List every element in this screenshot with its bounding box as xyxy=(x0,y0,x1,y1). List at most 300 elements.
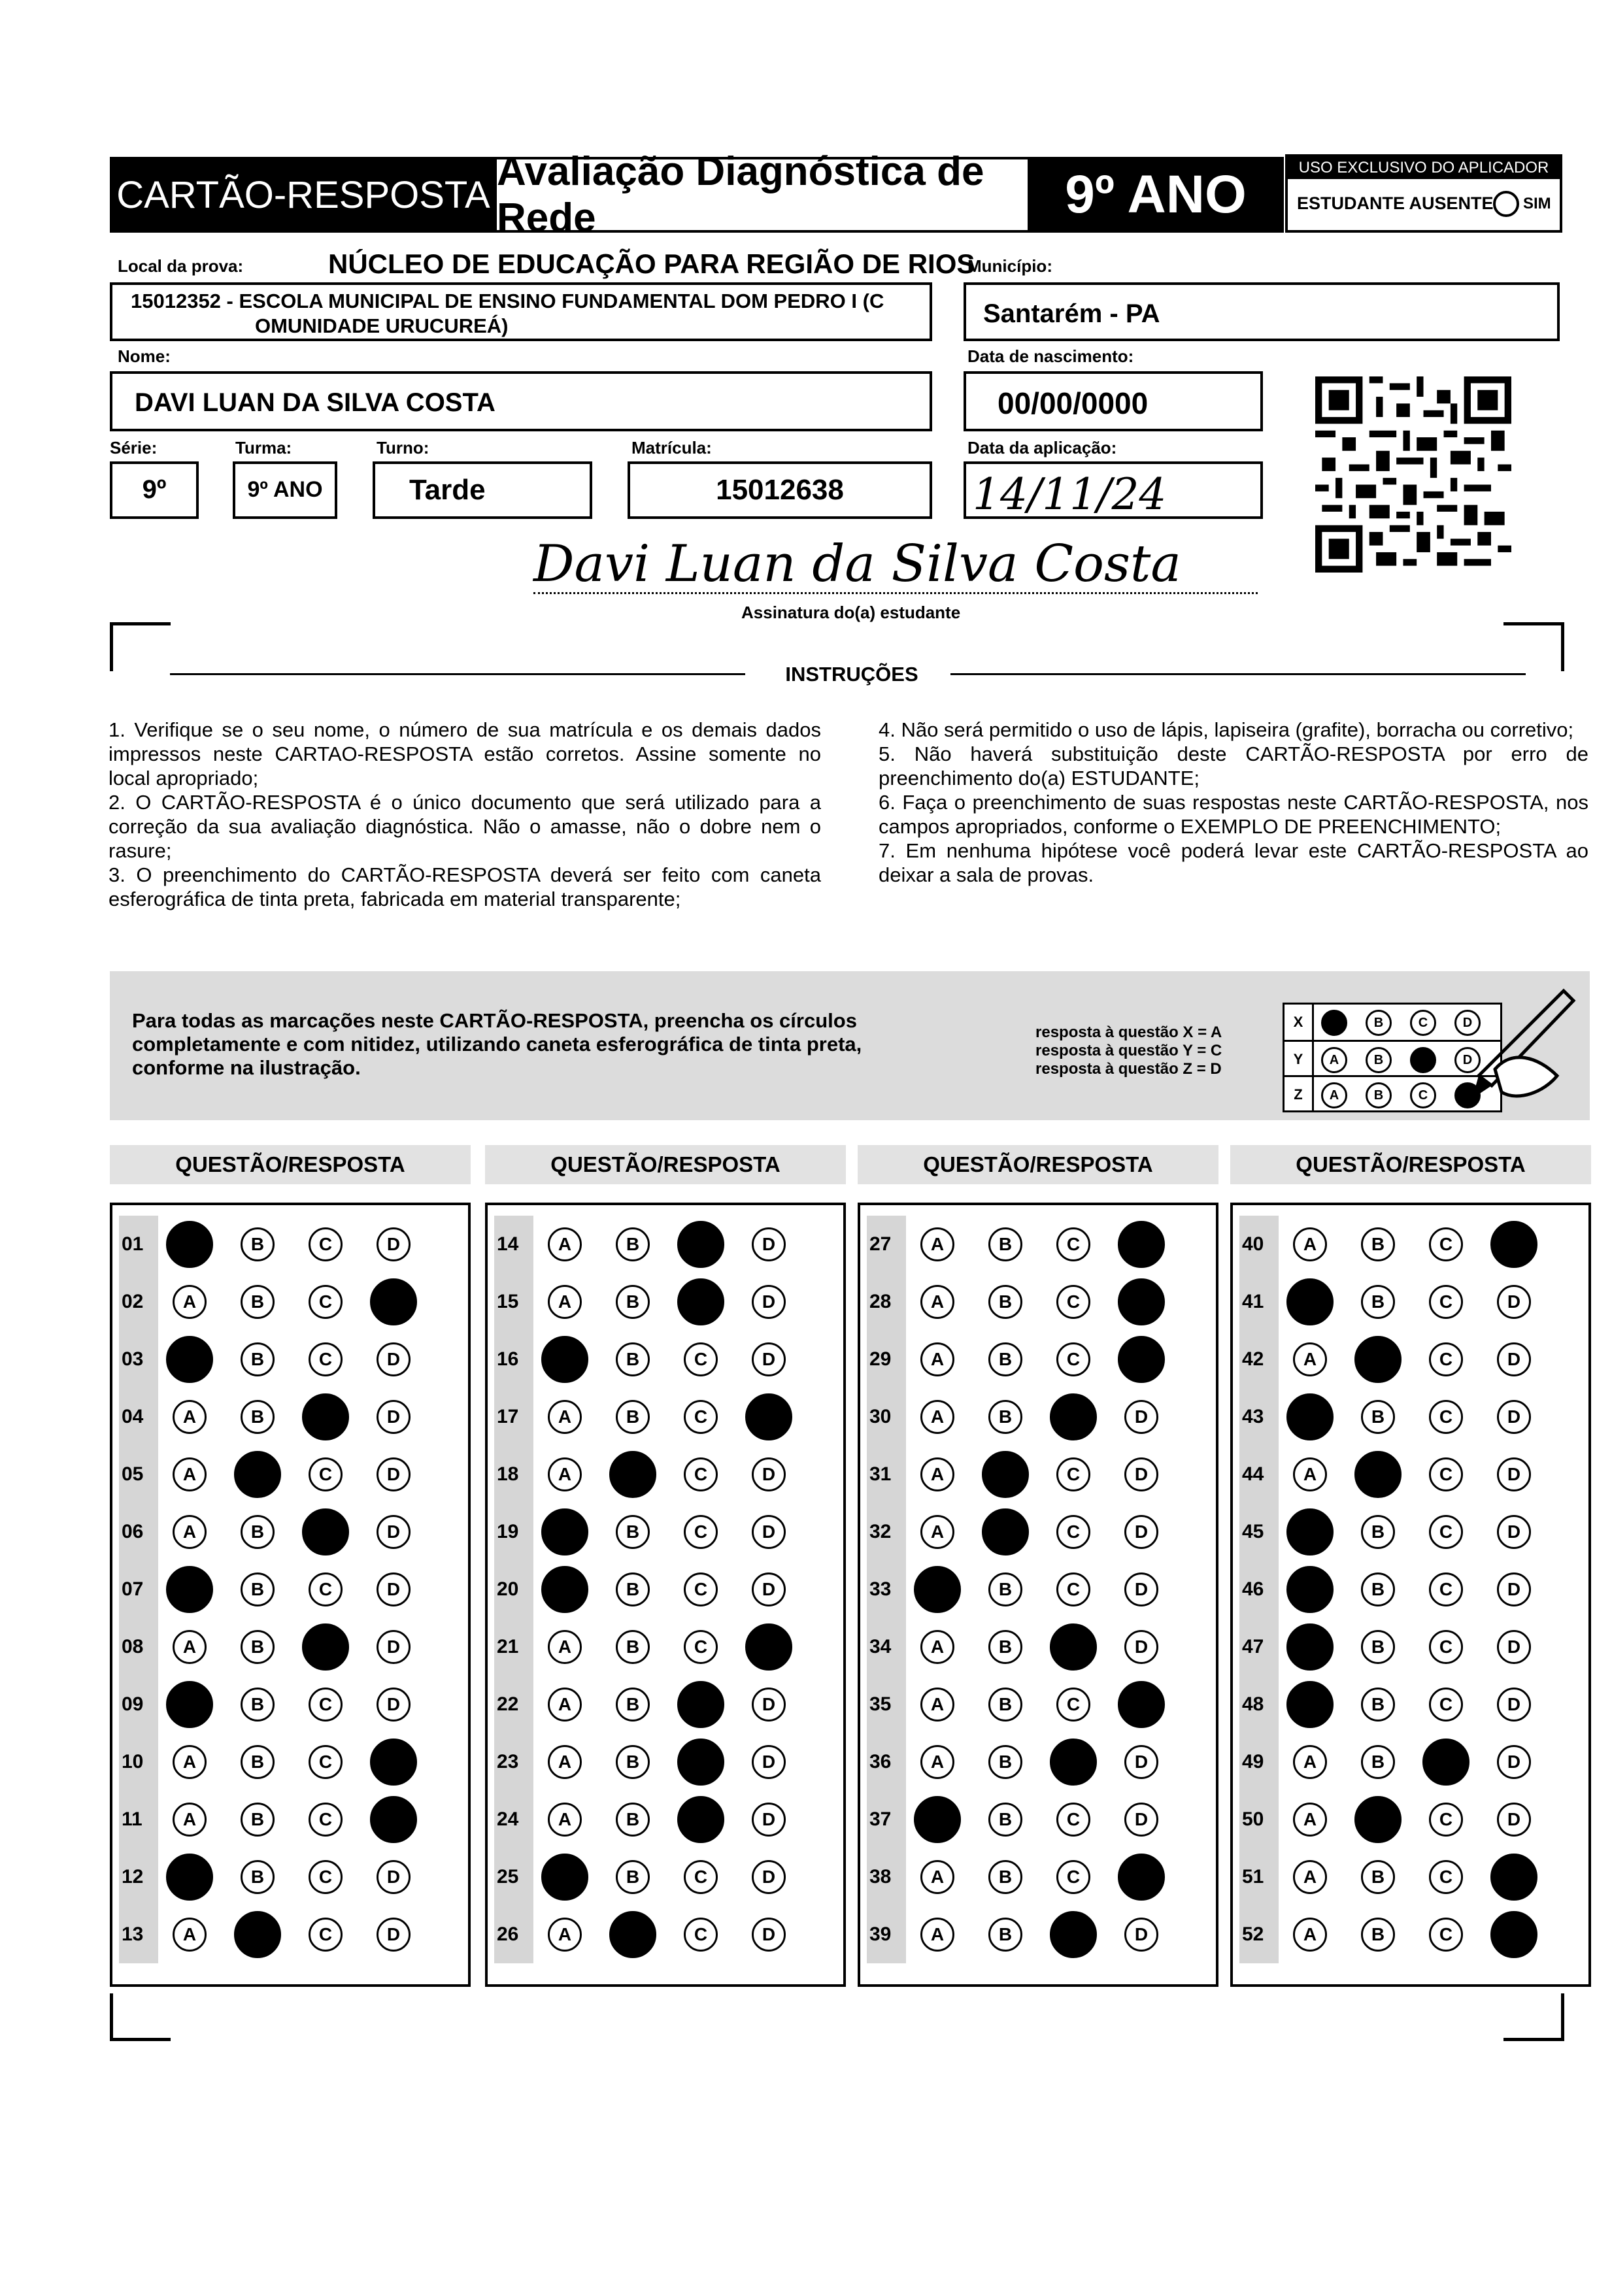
column-header: QUESTÃO/RESPOSTA xyxy=(1230,1145,1591,1184)
answer-bubble-c[interactable] xyxy=(677,1796,724,1843)
answer-bubble-a[interactable]: A xyxy=(1293,1860,1327,1894)
answer-bubble-b[interactable]: B xyxy=(241,1342,275,1376)
answer-bubble-b[interactable] xyxy=(609,1451,656,1498)
signature-line xyxy=(533,592,1258,594)
answer-bubble-b[interactable]: B xyxy=(616,1745,650,1779)
answer-bubble-a[interactable]: A xyxy=(920,1918,954,1952)
answer-bubble-c[interactable] xyxy=(302,1508,349,1556)
answer-bubble-b[interactable]: B xyxy=(616,1803,650,1837)
serie-label: Série: xyxy=(110,438,158,458)
example-banner xyxy=(110,971,1590,1120)
answer-bubble-c[interactable]: C xyxy=(1429,1803,1463,1837)
answer-bubble-d[interactable]: D xyxy=(1497,1572,1531,1606)
corner-bottom-right xyxy=(1503,1993,1564,2041)
question-number: 45 xyxy=(1239,1503,1279,1561)
answer-column xyxy=(1230,1203,1591,1987)
answer-bubble-a[interactable]: A xyxy=(173,1400,207,1434)
column-header: QUESTÃO/RESPOSTA xyxy=(485,1145,846,1184)
answer-bubble-c[interactable]: C xyxy=(1429,1918,1463,1952)
question-number: 40 xyxy=(1239,1216,1279,1273)
answer-bubble-c[interactable]: C xyxy=(684,1515,718,1549)
answer-bubble-c[interactable]: C xyxy=(1429,1400,1463,1434)
answer-bubble-b[interactable] xyxy=(1354,1796,1402,1843)
question-row xyxy=(112,1446,468,1503)
answer-bubble-b[interactable]: B xyxy=(988,1860,1022,1894)
example-option-c: C xyxy=(1410,1010,1436,1036)
question-row xyxy=(488,1791,843,1848)
question-row xyxy=(1233,1388,1588,1446)
answer-bubble-a[interactable] xyxy=(166,1336,213,1383)
answer-bubble-b[interactable] xyxy=(1354,1451,1402,1498)
answer-bubble-a[interactable]: A xyxy=(548,1400,582,1434)
answer-bubble-a[interactable]: A xyxy=(548,1803,582,1837)
answer-bubble-c[interactable]: C xyxy=(1056,1688,1090,1722)
answer-bubble-b[interactable]: B xyxy=(241,1572,275,1606)
answer-bubble-a[interactable]: A xyxy=(920,1745,954,1779)
answer-bubble-b[interactable]: B xyxy=(988,1918,1022,1952)
answer-bubble-a[interactable] xyxy=(1286,1278,1334,1325)
answer-bubble-d[interactable]: D xyxy=(1124,1745,1158,1779)
answer-bubble-c[interactable]: C xyxy=(1429,1688,1463,1722)
answer-bubble-c[interactable]: C xyxy=(1429,1860,1463,1894)
answer-bubble-d[interactable] xyxy=(1118,1854,1165,1901)
answer-bubble-d[interactable]: D xyxy=(752,1227,786,1261)
answer-bubble-b[interactable]: B xyxy=(988,1572,1022,1606)
instruction-item: 3. O preenchimento do CARTÃO-RESPOSTA deverá ser feito com caneta esferográfica de tinta preta, fabricada em material transparente; xyxy=(109,863,821,910)
answer-bubble-b[interactable]: B xyxy=(241,1688,275,1722)
answer-bubble-c[interactable]: C xyxy=(1056,1860,1090,1894)
instruction-item: 6. Faça o preenchimento de suas respostas neste CARTÃO-RESPOSTA, nos campos apropriados, conforme o EXEMPLO DE PREENCHIMENTO; xyxy=(879,791,1588,838)
example-option-b: B xyxy=(1366,1010,1392,1036)
answer-bubble-d[interactable]: D xyxy=(1497,1803,1531,1837)
grade-label: 9º ANO xyxy=(1028,157,1284,233)
answer-bubble-c[interactable]: C xyxy=(1056,1515,1090,1549)
answer-column xyxy=(110,1203,471,1987)
answer-bubble-a[interactable] xyxy=(541,1336,588,1383)
answer-bubble-b[interactable]: B xyxy=(988,1400,1022,1434)
question-row xyxy=(860,1446,1216,1503)
answer-bubble-c[interactable]: C xyxy=(684,1457,718,1491)
answer-bubble-d[interactable]: D xyxy=(1497,1515,1531,1549)
answer-bubble-c[interactable]: C xyxy=(309,1803,343,1837)
answer-bubble-c[interactable]: C xyxy=(1056,1457,1090,1491)
answer-bubble-b[interactable]: B xyxy=(988,1688,1022,1722)
answer-bubble-b[interactable]: B xyxy=(241,1745,275,1779)
question-number: 44 xyxy=(1239,1446,1279,1503)
question-number: 26 xyxy=(494,1906,533,1963)
answer-bubble-a[interactable]: A xyxy=(1293,1918,1327,1952)
example-option-a: A xyxy=(1321,1047,1347,1073)
question-row xyxy=(1233,1331,1588,1388)
answer-bubble-a[interactable]: A xyxy=(173,1918,207,1952)
pen-hand-icon xyxy=(1466,978,1596,1108)
answer-bubble-a[interactable] xyxy=(541,1508,588,1556)
answer-bubble-a[interactable]: A xyxy=(548,1918,582,1952)
answer-bubble-d[interactable]: D xyxy=(377,1457,411,1491)
question-number: 32 xyxy=(867,1503,906,1561)
instruction-item: 1. Verifique se o seu nome, o número de sua matrícula e os demais dados impressos neste CARTAO-RESPOSTA estão corretos. Assine somente no local apropriado; xyxy=(109,718,821,790)
question-row xyxy=(860,1848,1216,1906)
answer-bubble-b[interactable]: B xyxy=(1361,1918,1395,1952)
question-number: 43 xyxy=(1239,1388,1279,1446)
answer-bubble-b[interactable]: B xyxy=(988,1285,1022,1319)
question-number: 25 xyxy=(494,1848,533,1906)
answer-bubble-b[interactable]: B xyxy=(616,1227,650,1261)
answer-bubble-a[interactable] xyxy=(541,1854,588,1901)
answer-bubble-d[interactable] xyxy=(1118,1221,1165,1268)
evaluation-title: Avaliação Diagnóstica de Rede xyxy=(497,157,1028,233)
answer-bubble-c[interactable]: C xyxy=(684,1630,718,1664)
question-row xyxy=(112,1733,468,1791)
answer-bubble-d[interactable] xyxy=(370,1739,417,1786)
question-row xyxy=(488,1676,843,1733)
answer-bubble-d[interactable]: D xyxy=(1124,1630,1158,1664)
answer-bubble-d[interactable] xyxy=(1490,1854,1537,1901)
answer-bubble-b[interactable]: B xyxy=(241,1803,275,1837)
answer-bubble-d[interactable]: D xyxy=(1124,1457,1158,1491)
answer-bubble-b[interactable]: B xyxy=(616,1860,650,1894)
question-number: 22 xyxy=(494,1676,533,1733)
question-number: 39 xyxy=(867,1906,906,1963)
answer-bubble-d[interactable] xyxy=(370,1278,417,1325)
answer-bubble-b[interactable]: B xyxy=(988,1745,1022,1779)
answer-bubble-c[interactable]: C xyxy=(1056,1227,1090,1261)
answer-bubble-b[interactable]: B xyxy=(1361,1400,1395,1434)
answer-bubble-c[interactable]: C xyxy=(309,1745,343,1779)
answer-bubble-a[interactable]: A xyxy=(1293,1227,1327,1261)
answer-bubble-d[interactable]: D xyxy=(1124,1572,1158,1606)
answer-bubble-a[interactable]: A xyxy=(1293,1457,1327,1491)
answer-bubble-a[interactable]: A xyxy=(173,1630,207,1664)
question-number: 08 xyxy=(119,1618,158,1676)
question-number: 10 xyxy=(119,1733,158,1791)
absent-checkbox[interactable] xyxy=(1493,191,1519,217)
answer-bubble-a[interactable]: A xyxy=(920,1630,954,1664)
answer-bubble-a[interactable] xyxy=(166,1681,213,1728)
answer-bubble-c[interactable] xyxy=(677,1221,724,1268)
answer-bubble-c[interactable] xyxy=(677,1278,724,1325)
question-number: 23 xyxy=(494,1733,533,1791)
question-number: 04 xyxy=(119,1388,158,1446)
instruction-item: 5. Não haverá substituição deste CARTÃO-RESPOSTA por erro de preenchimento do(a) ESTUDANTE; xyxy=(879,742,1588,790)
answer-bubble-d[interactable]: D xyxy=(377,1400,411,1434)
answer-bubble-d[interactable]: D xyxy=(377,1860,411,1894)
answer-bubble-a[interactable]: A xyxy=(920,1688,954,1722)
answer-bubble-c[interactable]: C xyxy=(1429,1515,1463,1549)
example-option-b: B xyxy=(1366,1047,1392,1073)
question-row xyxy=(488,1446,843,1503)
card-title: CARTÃO-RESPOSTA xyxy=(110,157,497,233)
answer-bubble-a[interactable]: A xyxy=(920,1342,954,1376)
question-number: 41 xyxy=(1239,1273,1279,1331)
question-number: 24 xyxy=(494,1791,533,1848)
answer-bubble-a[interactable] xyxy=(1286,1623,1334,1671)
answer-bubble-c[interactable] xyxy=(1422,1739,1469,1786)
answer-bubble-c[interactable]: C xyxy=(309,1227,343,1261)
answer-bubble-d[interactable]: D xyxy=(752,1803,786,1837)
answer-bubble-b[interactable]: B xyxy=(616,1630,650,1664)
question-number: 14 xyxy=(494,1216,533,1273)
question-number: 11 xyxy=(119,1791,158,1848)
question-row xyxy=(860,1273,1216,1331)
answer-bubble-b[interactable]: B xyxy=(241,1515,275,1549)
answer-bubble-c[interactable]: C xyxy=(1056,1285,1090,1319)
answer-bubble-c[interactable]: C xyxy=(684,1572,718,1606)
answer-bubble-d[interactable]: D xyxy=(1497,1688,1531,1722)
instruction-item: 2. O CARTÃO-RESPOSTA é o único documento que será utilizado para a correção da sua avaliação diagnóstica. Não o amasse, não o dobre nem o rasure; xyxy=(109,791,821,862)
answer-bubble-a[interactable]: A xyxy=(173,1745,207,1779)
answer-bubble-a[interactable]: A xyxy=(548,1630,582,1664)
answer-bubble-c[interactable]: C xyxy=(1429,1572,1463,1606)
answer-bubble-d[interactable]: D xyxy=(1124,1515,1158,1549)
answer-bubble-d[interactable]: D xyxy=(752,1457,786,1491)
answer-bubble-b[interactable]: B xyxy=(616,1688,650,1722)
municipio-field: Santarém - PA xyxy=(964,282,1560,341)
answer-bubble-a[interactable]: A xyxy=(920,1285,954,1319)
answer-bubble-b[interactable]: B xyxy=(241,1630,275,1664)
answer-bubble-a[interactable] xyxy=(166,1854,213,1901)
answer-bubble-c[interactable]: C xyxy=(1056,1342,1090,1376)
answer-bubble-a[interactable] xyxy=(1286,1393,1334,1440)
question-number: 13 xyxy=(119,1906,158,1963)
answer-bubble-c[interactable]: C xyxy=(684,1400,718,1434)
answer-bubble-a[interactable]: A xyxy=(173,1457,207,1491)
answer-bubble-b[interactable]: B xyxy=(1361,1630,1395,1664)
answer-bubble-b[interactable]: B xyxy=(1361,1745,1395,1779)
answer-bubble-c[interactable]: C xyxy=(684,1342,718,1376)
example-option-d: D xyxy=(1454,1082,1481,1108)
answer-bubble-c[interactable]: C xyxy=(684,1918,718,1952)
answer-bubble-c[interactable]: C xyxy=(1429,1457,1463,1491)
question-row xyxy=(1233,1561,1588,1618)
matricula-label: Matrícula: xyxy=(631,438,712,458)
turma-label: Turma: xyxy=(235,438,292,458)
question-row xyxy=(1233,1446,1588,1503)
answer-bubble-d[interactable]: D xyxy=(377,1227,411,1261)
answer-bubble-b[interactable]: B xyxy=(241,1860,275,1894)
answer-bubble-a[interactable]: A xyxy=(1293,1745,1327,1779)
answer-bubble-d[interactable] xyxy=(1490,1221,1537,1268)
answer-bubble-c[interactable]: C xyxy=(309,1688,343,1722)
question-number: 46 xyxy=(1239,1561,1279,1618)
answer-bubble-d[interactable]: D xyxy=(377,1342,411,1376)
answer-bubble-d[interactable]: D xyxy=(377,1572,411,1606)
answer-bubble-d[interactable]: D xyxy=(752,1515,786,1549)
answer-bubble-c[interactable] xyxy=(302,1393,349,1440)
answer-bubble-d[interactable]: D xyxy=(752,1285,786,1319)
answer-bubble-b[interactable] xyxy=(234,1911,281,1958)
answer-bubble-c[interactable]: C xyxy=(1429,1630,1463,1664)
answer-bubble-a[interactable] xyxy=(914,1796,961,1843)
answer-bubble-d[interactable]: D xyxy=(377,1630,411,1664)
applicator-box xyxy=(1285,154,1562,233)
question-row xyxy=(488,1388,843,1446)
answer-bubble-a[interactable]: A xyxy=(920,1860,954,1894)
question-row xyxy=(112,1216,468,1273)
answer-bubble-b[interactable]: B xyxy=(1361,1285,1395,1319)
answer-bubble-d[interactable] xyxy=(1118,1336,1165,1383)
answer-bubble-d[interactable] xyxy=(370,1796,417,1843)
answer-bubble-b[interactable]: B xyxy=(1361,1688,1395,1722)
answer-bubble-b[interactable]: B xyxy=(1361,1227,1395,1261)
answer-bubble-b[interactable] xyxy=(982,1451,1029,1498)
answer-bubble-b[interactable] xyxy=(234,1451,281,1498)
answer-bubble-b[interactable]: B xyxy=(616,1572,650,1606)
question-row xyxy=(1233,1848,1588,1906)
question-row xyxy=(488,1733,843,1791)
answer-bubble-a[interactable] xyxy=(541,1566,588,1613)
answer-bubble-d[interactable]: D xyxy=(752,1342,786,1376)
example-row-label: X xyxy=(1285,1005,1314,1040)
answer-bubble-d[interactable]: D xyxy=(377,1688,411,1722)
question-number: 17 xyxy=(494,1388,533,1446)
answer-bubble-c[interactable] xyxy=(677,1681,724,1728)
answer-bubble-a[interactable] xyxy=(1286,1508,1334,1556)
local-label: Local da prova: xyxy=(118,256,244,276)
answer-bubble-a[interactable]: A xyxy=(548,1688,582,1722)
answer-bubble-d[interactable]: D xyxy=(752,1745,786,1779)
question-row xyxy=(860,1331,1216,1388)
answer-bubble-c[interactable]: C xyxy=(309,1572,343,1606)
answer-bubble-c[interactable]: C xyxy=(309,1457,343,1491)
answer-bubble-d[interactable]: D xyxy=(752,1688,786,1722)
student-signature: Davi Luan da Silva Costa xyxy=(533,535,1181,593)
answer-bubble-c[interactable] xyxy=(677,1739,724,1786)
answer-bubble-d[interactable] xyxy=(745,1623,792,1671)
answer-bubble-d[interactable]: D xyxy=(1497,1630,1531,1664)
applicator-caption: USO EXCLUSIVO DO APLICADOR xyxy=(1288,157,1560,179)
question-number: 07 xyxy=(119,1561,158,1618)
answer-bubble-a[interactable] xyxy=(166,1566,213,1613)
instruction-item: 7. Em nenhuma hipótese você poderá levar este CARTÃO-RESPOSTA ao deixar a sala de provas. xyxy=(879,839,1588,886)
question-number: 33 xyxy=(867,1561,906,1618)
answer-bubble-b[interactable] xyxy=(1354,1336,1402,1383)
answer-bubble-d[interactable] xyxy=(1118,1681,1165,1728)
answer-bubble-b[interactable]: B xyxy=(241,1400,275,1434)
instructions-left xyxy=(109,718,821,911)
answer-bubble-d[interactable]: D xyxy=(1497,1400,1531,1434)
answer-bubble-c[interactable]: C xyxy=(1056,1803,1090,1837)
answer-bubble-a[interactable] xyxy=(1286,1566,1334,1613)
answer-bubble-b[interactable]: B xyxy=(988,1630,1022,1664)
answer-bubble-c[interactable]: C xyxy=(684,1860,718,1894)
question-row xyxy=(112,1561,468,1618)
answer-bubble-c[interactable] xyxy=(1050,1393,1097,1440)
answer-bubble-a[interactable]: A xyxy=(920,1457,954,1491)
nome-field: DAVI LUAN DA SILVA COSTA xyxy=(110,371,932,431)
answer-bubble-a[interactable]: A xyxy=(1293,1342,1327,1376)
answer-bubble-a[interactable]: A xyxy=(173,1285,207,1319)
answer-bubble-b[interactable]: B xyxy=(1361,1515,1395,1549)
answer-bubble-d[interactable]: D xyxy=(1497,1342,1531,1376)
answer-bubble-a[interactable]: A xyxy=(920,1227,954,1261)
answer-bubble-c[interactable] xyxy=(1050,1739,1097,1786)
answer-bubble-d[interactable]: D xyxy=(1497,1745,1531,1779)
answer-bubble-d[interactable]: D xyxy=(1124,1918,1158,1952)
answer-bubble-b[interactable]: B xyxy=(616,1515,650,1549)
answer-bubble-a[interactable] xyxy=(914,1566,961,1613)
question-number: 18 xyxy=(494,1446,533,1503)
answer-bubble-b[interactable]: B xyxy=(616,1342,650,1376)
answer-bubble-d[interactable]: D xyxy=(752,1918,786,1952)
answer-bubble-d[interactable] xyxy=(745,1393,792,1440)
aplicacao-field: 14/11/24 xyxy=(964,461,1263,519)
answer-bubble-a[interactable] xyxy=(1286,1681,1334,1728)
answer-bubble-c[interactable]: C xyxy=(1056,1572,1090,1606)
answer-bubble-c[interactable]: C xyxy=(1429,1227,1463,1261)
answer-bubble-c[interactable] xyxy=(1050,1623,1097,1671)
question-row xyxy=(488,1273,843,1331)
answer-bubble-b[interactable] xyxy=(609,1911,656,1958)
instruction-item: 4. Não será permitido o uso de lápis, lapiseira (grafite), borracha ou corretivo; xyxy=(879,718,1574,741)
answer-bubble-b[interactable]: B xyxy=(241,1285,275,1319)
answer-bubble-d[interactable]: D xyxy=(1124,1803,1158,1837)
answer-bubble-a[interactable]: A xyxy=(548,1745,582,1779)
question-row xyxy=(860,1791,1216,1848)
example-option-a: A xyxy=(1321,1010,1347,1036)
answer-bubble-c[interactable]: C xyxy=(1429,1285,1463,1319)
answer-bubble-a[interactable] xyxy=(166,1221,213,1268)
question-row xyxy=(112,1331,468,1388)
answer-bubble-d[interactable] xyxy=(1490,1911,1537,1958)
answer-bubble-b[interactable]: B xyxy=(616,1285,650,1319)
answer-bubble-c[interactable] xyxy=(1050,1911,1097,1958)
answer-bubble-b[interactable]: B xyxy=(1361,1860,1395,1894)
answer-bubble-a[interactable]: A xyxy=(920,1515,954,1549)
answer-bubble-a[interactable]: A xyxy=(173,1803,207,1837)
answer-bubble-d[interactable]: D xyxy=(1497,1457,1531,1491)
question-number: 52 xyxy=(1239,1906,1279,1963)
answer-bubble-a[interactable]: A xyxy=(1293,1803,1327,1837)
answer-bubble-c[interactable] xyxy=(302,1623,349,1671)
answer-bubble-c[interactable]: C xyxy=(309,1285,343,1319)
column-header: QUESTÃO/RESPOSTA xyxy=(858,1145,1218,1184)
answer-bubble-b[interactable]: B xyxy=(1361,1572,1395,1606)
answer-bubble-b[interactable]: B xyxy=(988,1227,1022,1261)
answer-bubble-d[interactable]: D xyxy=(1497,1285,1531,1319)
answer-bubble-c[interactable]: C xyxy=(309,1860,343,1894)
answer-bubble-d[interactable]: D xyxy=(1124,1400,1158,1434)
answer-bubble-a[interactable]: A xyxy=(548,1457,582,1491)
answer-bubble-b[interactable]: B xyxy=(241,1227,275,1261)
question-row xyxy=(860,1906,1216,1963)
answer-bubble-d[interactable]: D xyxy=(377,1515,411,1549)
answer-bubble-d[interactable]: D xyxy=(377,1918,411,1952)
answer-bubble-a[interactable]: A xyxy=(548,1227,582,1261)
question-number: 09 xyxy=(119,1676,158,1733)
answer-bubble-c[interactable]: C xyxy=(1429,1342,1463,1376)
question-row xyxy=(860,1503,1216,1561)
qr-code xyxy=(1314,376,1513,573)
answer-bubble-d[interactable] xyxy=(1118,1278,1165,1325)
answer-bubble-a[interactable]: A xyxy=(920,1400,954,1434)
question-number: 19 xyxy=(494,1503,533,1561)
answer-bubble-b[interactable]: B xyxy=(988,1342,1022,1376)
answer-bubble-b[interactable] xyxy=(982,1508,1029,1556)
answer-bubble-b[interactable]: B xyxy=(988,1803,1022,1837)
question-row xyxy=(860,1618,1216,1676)
answer-bubble-c[interactable]: C xyxy=(309,1342,343,1376)
question-row xyxy=(860,1216,1216,1273)
answer-bubble-d[interactable]: D xyxy=(752,1572,786,1606)
answer-bubble-b[interactable]: B xyxy=(616,1400,650,1434)
answer-bubble-d[interactable]: D xyxy=(752,1860,786,1894)
answer-bubble-a[interactable]: A xyxy=(173,1515,207,1549)
question-row xyxy=(112,1503,468,1561)
answer-bubble-c[interactable]: C xyxy=(309,1918,343,1952)
answer-bubble-a[interactable]: A xyxy=(548,1285,582,1319)
question-number: 49 xyxy=(1239,1733,1279,1791)
